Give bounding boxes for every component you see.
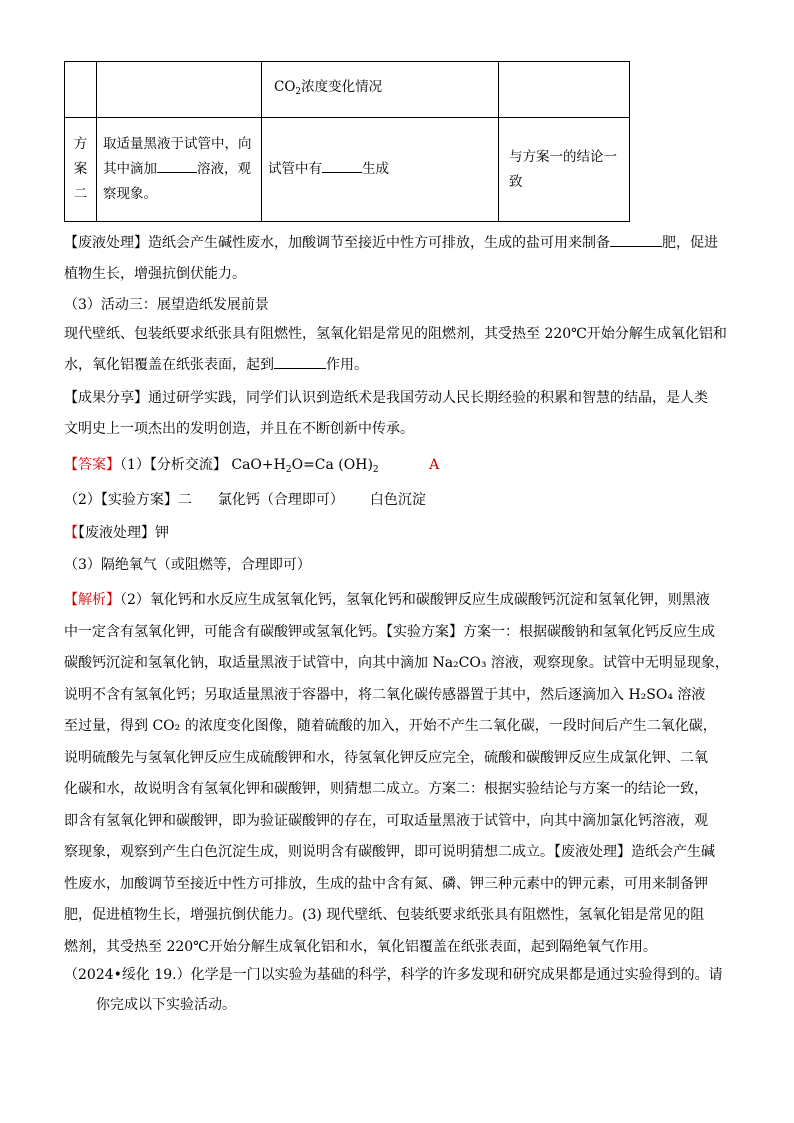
answer-blank[interactable]: [322, 158, 362, 173]
answer-line-3: [64, 523, 169, 543]
analysis-line: 说明不含有氢氧化钙；另取适量黑液于容器中，将二氧化碳传感器置于其中，然后逐滴加入 H₂SO₄ 溶液: [64, 686, 706, 703]
share-line-2: 文明史上一项杰出的发明创造，并且在不断创新中传承。: [64, 421, 414, 437]
analysis-line: 化碳和水，故说明含有氢氧化钾和碳酸钾，则猜想二成立。方案二：根据实验结论与方案一的结论一致，: [64, 781, 708, 797]
table-cell: [65, 62, 97, 118]
plan-two-phenomenon: [262, 118, 499, 222]
activity3-line-1: 现代壁纸、包装纸要求纸张具有阻燃性，氢氧化铝是常见的阻燃剂，其受热至 220℃开始分解生成氧化铝和: [64, 326, 727, 342]
equation-subscript: 2: [372, 465, 379, 475]
analysis-line: 性废水，加酸调节至接近中性方可排放，生成的盐中含有氮、磷、钾三种元素中的钾元素，可用来制备钾: [64, 875, 708, 892]
answer-blank[interactable]: [157, 158, 197, 173]
share-text: 通过研学实践，同学们认识到造纸术是我国劳动人民长期经验的积累和智慧的结晶，是人类: [148, 390, 708, 406]
phenomenon-text-end: 生成: [362, 161, 389, 177]
plan-two-operation: [97, 118, 262, 222]
waste-text-end: 肥，促进: [662, 235, 718, 251]
analysis-block: [64, 585, 734, 963]
table-cell: [97, 62, 262, 118]
share-tag: 【成果分享】: [64, 390, 148, 406]
waste-line-1: [64, 232, 718, 253]
answer-line-2: [64, 490, 426, 510]
co2-text: 浓度变化情况: [301, 78, 383, 95]
answer-tag: 【答案】: [64, 457, 120, 473]
analysis-line: 即含有氢氧化钾和碳酸钾，即为验证碳酸钾的存在，可取适量黑液于试管中，向其中滴加氯化钙溶液，观: [64, 812, 708, 829]
analysis-line: 至过量，得到 CO₂ 的浓度变化图像，随着硫酸的加入，开始不产生二氧化碳，一段时间后产生二氧化碳，: [64, 718, 717, 734]
next-question-line-2: 你完成以下实验活动。: [96, 997, 236, 1013]
activity3-line-2: [64, 354, 368, 375]
analysis-line: 燃剂，其受热至 220℃开始分解生成氧化铝和水，氧化铝覆盖在纸张表面，起到隔绝氧气作用。: [64, 938, 657, 955]
phenomenon-text: 试管中有: [268, 161, 322, 177]
equation-part: O=Ca (OH): [291, 457, 373, 473]
analysis-line: 碳酸钙沉淀和氢氧化钠，取适量黑液于试管中，向其中滴加 Na₂CO₃ 溶液，观察现象。试管中无明显现象，: [64, 655, 729, 671]
equation-subscript: 2: [285, 465, 292, 475]
share-line-1: [64, 388, 708, 408]
analysis-line: 【解析】（2）氧化钙和水反应生成氢氧化钙，氢氧化钙和碳酸钾反应生成碳酸钙沉淀和氢氧化钾，则黑液: [64, 592, 710, 608]
analysis-line: 中一定含有氢氧化钾，可能含有碳酸钾或氢氧化钙。【实验方案】方案一：根据碳酸钠和氢氧化钙反应生成: [64, 623, 715, 640]
equation: [231, 457, 378, 473]
analysis-line: 察现象，观察到产生白色沉淀生成，则说明含有碳酸钾，即可说明猜想二成立。【废液处理】造纸会产生碱: [64, 844, 715, 860]
answer-blank[interactable]: [274, 354, 326, 369]
answer-line-1: [64, 455, 439, 480]
plan-two-conclusion: 与方案一的结论一致: [499, 118, 630, 222]
co2-subscript: 2: [295, 86, 302, 97]
answer-choice: A: [429, 457, 440, 473]
answer-part1: （1）【分析交流】: [120, 457, 227, 473]
answer-part2c: 白色沉淀: [369, 492, 426, 508]
answer-line-4: （3）隔绝氧气（或阻燃等，合理即可）: [64, 557, 311, 573]
analysis-tag: 【解析】: [64, 592, 120, 608]
answer-part2: （2）【实验方案】二: [64, 492, 192, 508]
activity3-text-end: 作用。: [326, 357, 368, 373]
activity3-text: 水，氧化铝覆盖在纸张表面，起到: [64, 357, 274, 373]
activity3-title: （3）活动三：展望造纸发展前景: [64, 297, 269, 313]
answer-part3: 【废液处理】钾: [78, 525, 169, 541]
table-row: [65, 118, 630, 222]
analysis-line: 肥，促进植物生长，增强抗倒伏能力。(3) 现代壁纸、包装纸要求纸张具有阻燃性，氢氧化铝是常见的阻: [64, 907, 705, 923]
answer-waste-tag: 【: [64, 525, 78, 541]
waste-text: 造纸会产生碱性废水，加酸调节至接近中性方可排放，生成的盐可用来制备: [148, 235, 610, 251]
analysis-line: 说明硫酸先与氢氧化钾反应生成硫酸钾和水，待氢氧化钾反应完全，硫酸和碳酸钾反应生成氯化钾、二氧: [64, 749, 708, 766]
waste-line-2: 植物生长，增强抗倒伏能力。: [64, 266, 246, 282]
table-cell-co2: [262, 62, 499, 118]
plan-two-label: 方案二: [65, 118, 97, 222]
co2-formula: CO: [274, 78, 296, 95]
next-question-line-1: （2024•绥化 19.）化学是一门以实验为基础的科学，科学的许多发现和研究成果都是通过实验得到的。请: [64, 967, 723, 983]
answer-part2b: 氯化钙（合理即可）: [217, 492, 344, 508]
experiment-table: [64, 61, 630, 222]
answer-blank[interactable]: [610, 232, 662, 247]
operation-text-end: 溶液，观察现象。: [103, 161, 251, 202]
table-row: [65, 62, 630, 118]
operation-text: 取适量黑液于试管中，向其中滴加: [103, 136, 252, 177]
table-cell: [499, 62, 630, 118]
equation-part: CaO+H: [231, 457, 286, 473]
waste-tag: 【废液处理】: [64, 235, 148, 251]
